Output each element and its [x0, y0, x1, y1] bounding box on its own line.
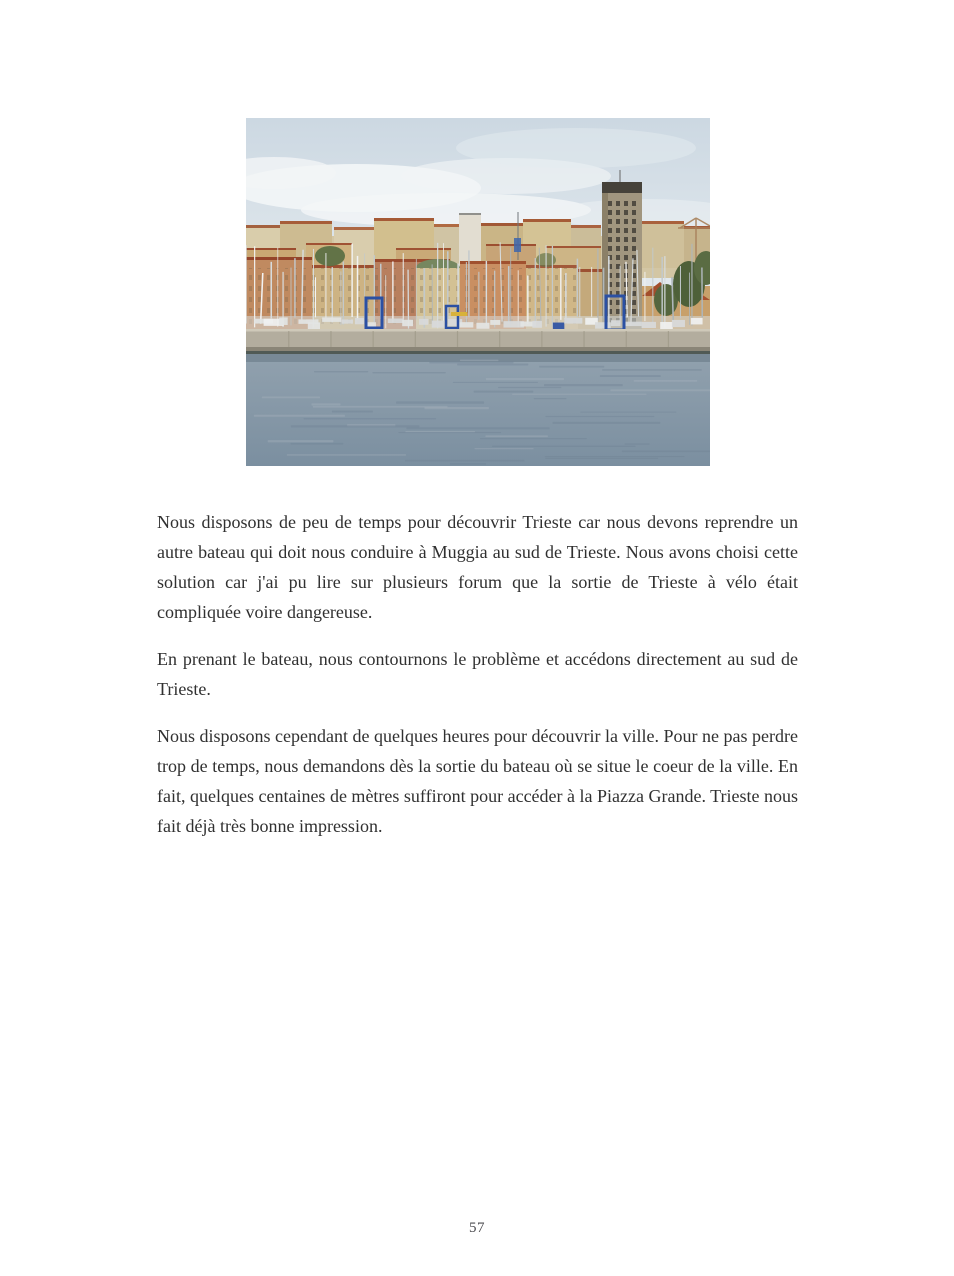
paragraph: Nous disposons cependant de quelques heures pour découvrir la ville. Pour ne pas perdre trop de temps, nous demandons dès la sortie du bateau où se situe le coeur de la ville. En fait, quelques centaines de mètres suffiront pour accéder à la Piazza Grande. Trieste nous fait déjà très bonne impression. — [157, 726, 798, 836]
page-number: 57 — [469, 1220, 485, 1236]
breakwater-pier — [246, 329, 710, 356]
harbor-photo-svg — [246, 118, 710, 466]
body-text — [157, 507, 798, 858]
yellow-boat — [451, 312, 467, 316]
paragraph: Nous disposons de peu de temps pour découvrir Trieste car nous devons reprendre un autre bateau qui doit nous conduire à Muggia au sud de Trieste. Nous avons choisi cette solution car j'ai pu lire sur plusieurs forum que la sortie de Trieste à vélo était compliquée voire dangereuse. — [157, 512, 798, 622]
paragraph: En prenant le bateau, nous contournons le problème et accédons directement au sud de Trieste. — [157, 649, 798, 699]
harbor-photo — [246, 118, 710, 466]
tower-building — [602, 170, 642, 330]
sea-water — [246, 354, 710, 466]
